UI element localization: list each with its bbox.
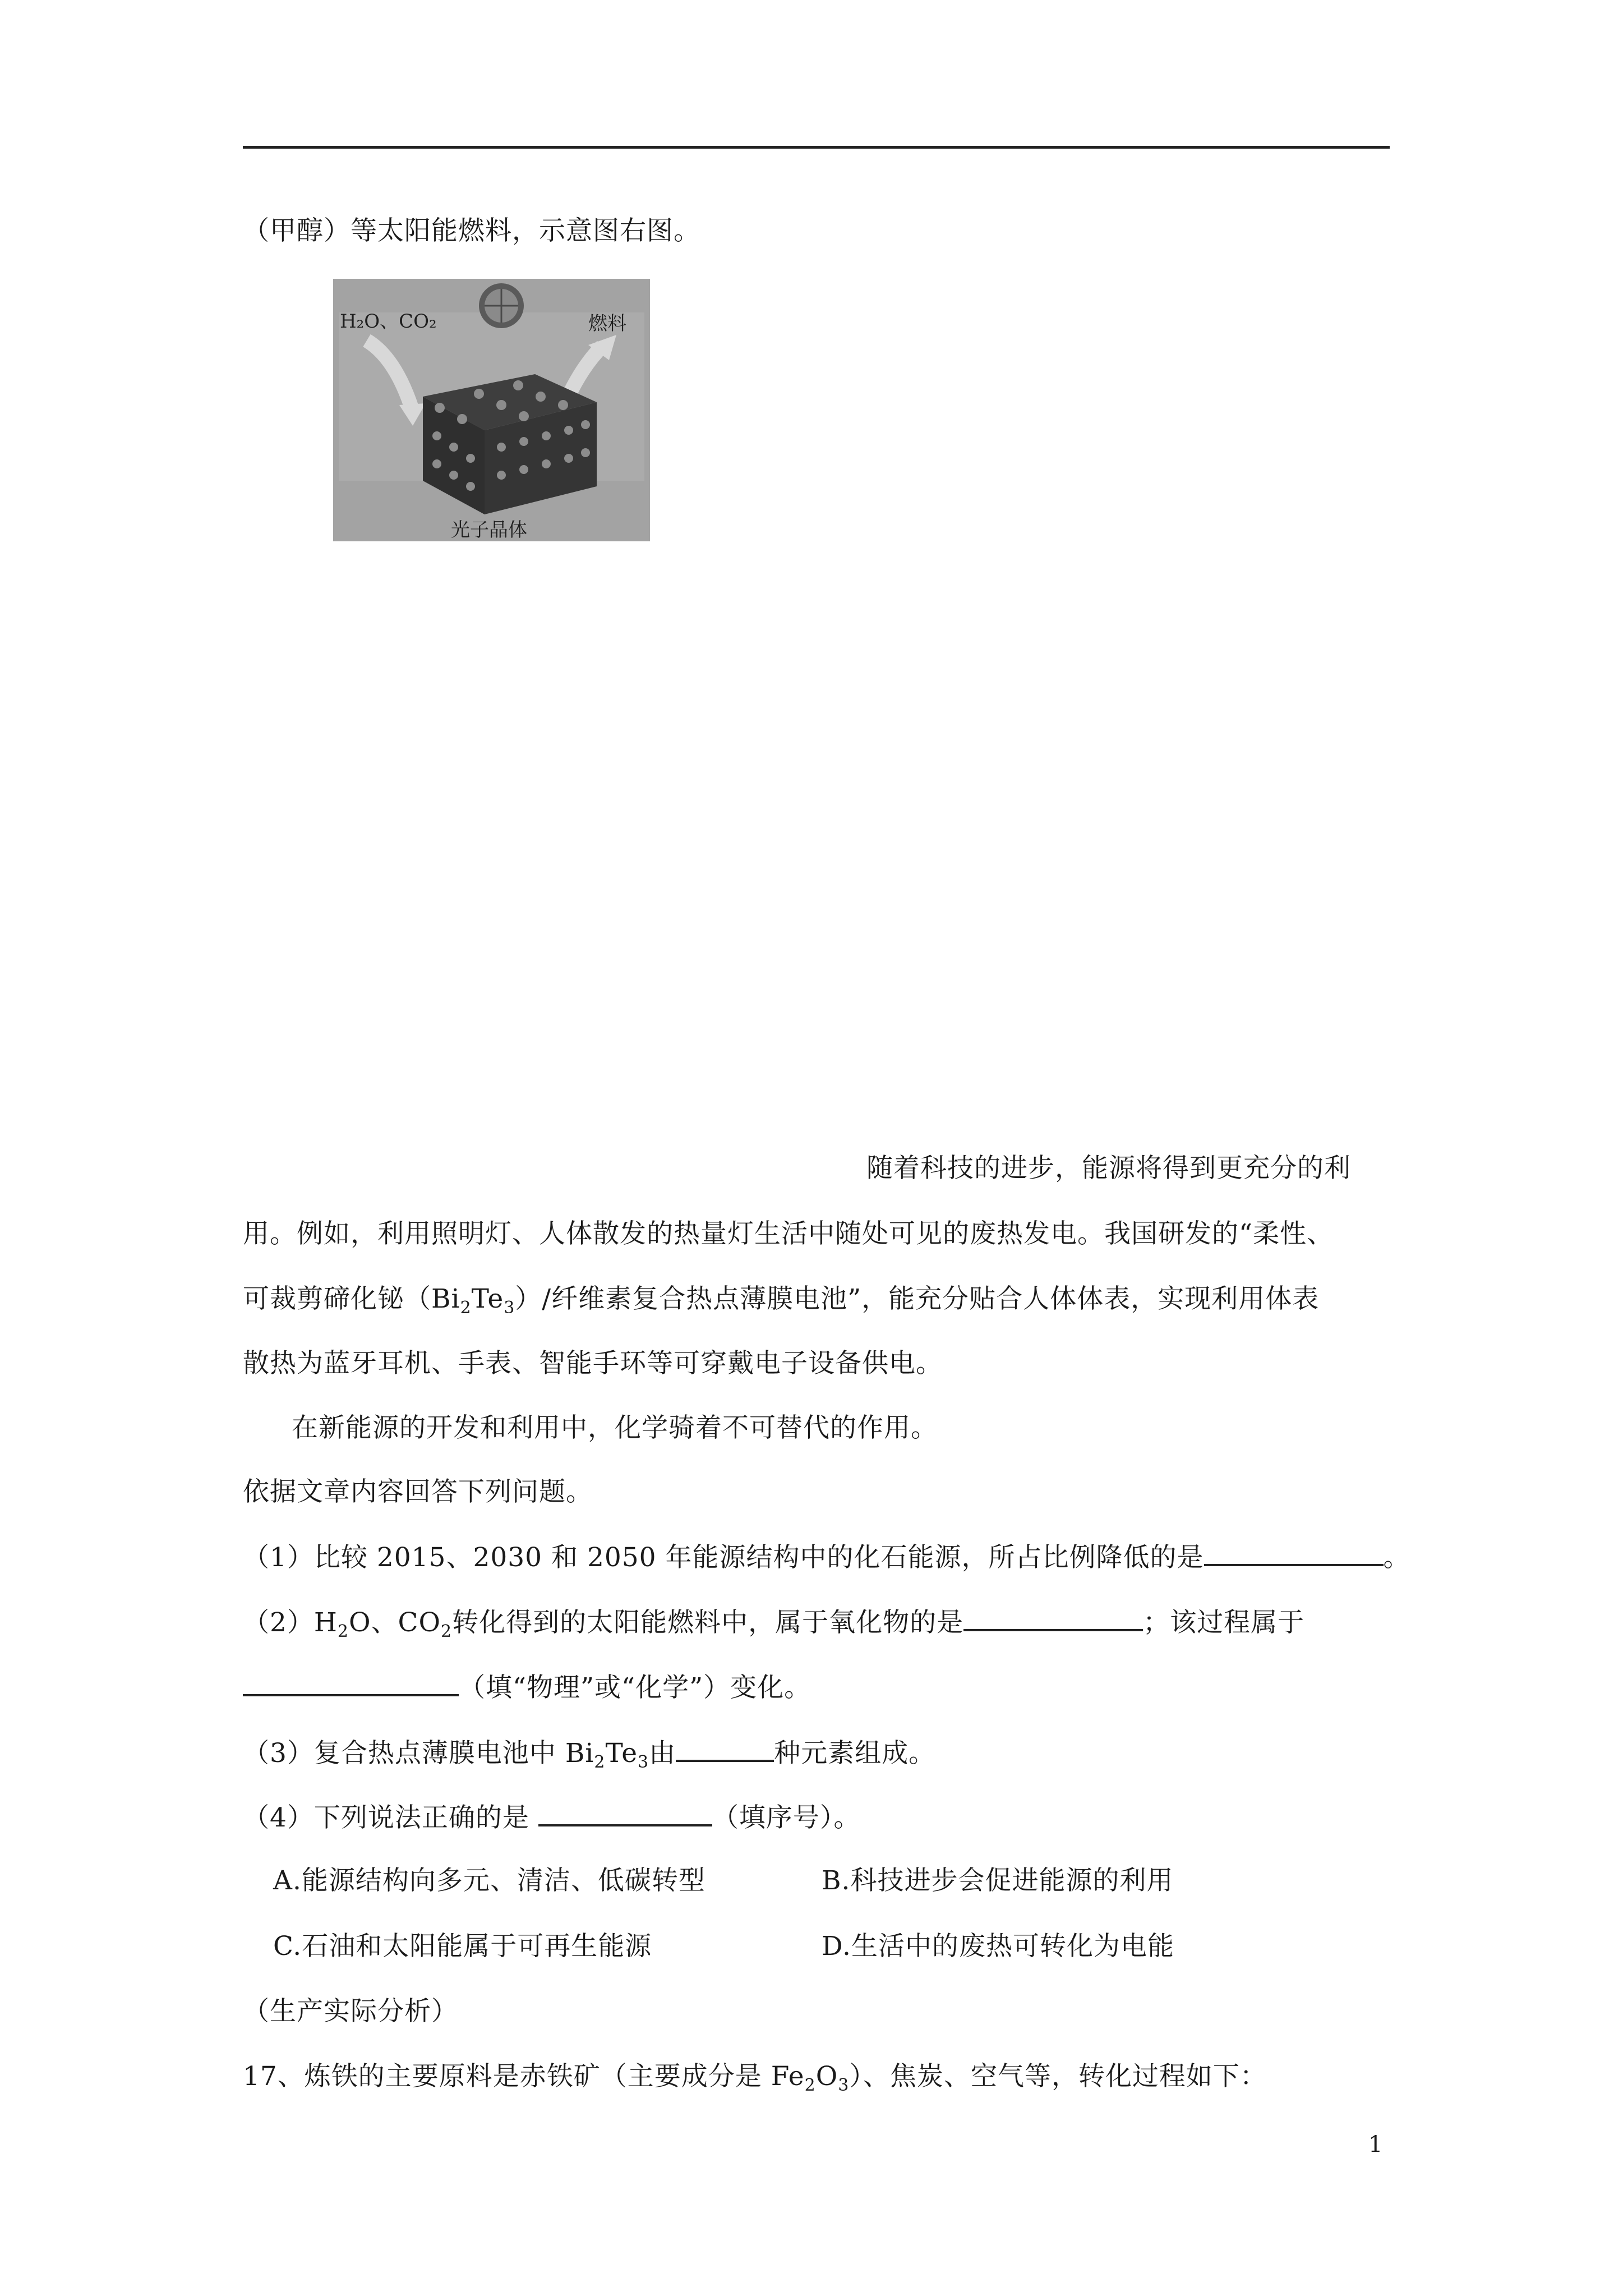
- subscript: 2: [441, 1622, 453, 1641]
- subscript: 2: [594, 1752, 606, 1772]
- option-d: D.生活中的废热可转化为电能: [822, 1931, 1174, 1962]
- question-1: [243, 1539, 1410, 1575]
- question-1-text: （1）比较 2015、2030 和 2050 年能源结构中的化石能源，所占比例降低的是: [243, 1542, 1204, 1573]
- answer-blank-2b[interactable]: [243, 1669, 459, 1696]
- question-3-text: （3）复合热点薄膜电池中 Bi: [243, 1738, 594, 1769]
- subscript: 3: [638, 1752, 649, 1772]
- question-4-text: （4）下列说法正确的是: [243, 1802, 538, 1833]
- subscript: 2: [804, 2076, 816, 2095]
- question-2: [243, 1604, 1304, 1640]
- header-rule: [243, 146, 1390, 149]
- question-2-text: （填“物理”或“化学”）变化。: [459, 1672, 811, 1703]
- answer-blank-1[interactable]: [1204, 1539, 1384, 1566]
- answer-blank-2a[interactable]: [963, 1604, 1143, 1631]
- question-17-text: 17、炼铁的主要原料是赤铁矿（主要成分是 Fe: [243, 2061, 805, 2092]
- question-17-text: O: [815, 2061, 838, 2092]
- para1-line4: 散热为蓝牙耳机、手表、智能手环等可穿戴电子设备供电。: [243, 1348, 943, 1379]
- figure-label-crystal: 光子晶体: [451, 519, 527, 541]
- question-3-text: 由: [649, 1738, 676, 1769]
- question-1-end: 。: [1383, 1542, 1410, 1573]
- para2: 在新能源的开发和利用中，化学骑着不可替代的作用。: [292, 1412, 938, 1443]
- answer-blank-4[interactable]: [538, 1800, 712, 1826]
- question-3-text: 种元素组成。: [774, 1738, 936, 1769]
- question-2-line2: [243, 1669, 811, 1705]
- question-3-text: Te: [605, 1738, 638, 1769]
- intro-line: （甲醇）等太阳能燃料，示意图右图。: [243, 215, 700, 246]
- para1-line3-part: Te: [471, 1283, 504, 1314]
- page-number: 1: [1368, 2132, 1383, 2157]
- answer-blank-3[interactable]: [676, 1735, 774, 1762]
- subscript: 2: [337, 1622, 349, 1641]
- question-2-text: ；该过程属于: [1143, 1607, 1305, 1638]
- question-17-text: ）、焦炭、空气等，转化过程如下：: [849, 2061, 1267, 2092]
- para1-line3-part: ）/纤维素复合热点薄膜电池”，能充分贴合人体体表，实现利用体表: [515, 1283, 1320, 1314]
- figure-label-product: 燃料: [588, 312, 626, 335]
- para1-line1: 随着科技的进步，能源将得到更充分的利: [866, 1153, 1351, 1184]
- question-2-text: （2）H: [243, 1607, 338, 1638]
- question-3: [243, 1735, 935, 1770]
- option-b: B.科技进步会促进能源的利用: [822, 1865, 1174, 1896]
- para1-line3: [243, 1282, 1319, 1316]
- question-4: [243, 1800, 860, 1835]
- section-title: （生产实际分析）: [243, 1996, 458, 2027]
- instruction: 依据文章内容回答下列问题。: [243, 1476, 593, 1507]
- question-2-text: 转化得到的太阳能燃料中，属于氧化物的是: [452, 1607, 964, 1638]
- subscript: 3: [838, 2076, 850, 2095]
- subscript: 2: [460, 1298, 472, 1318]
- question-2-text: O、CO: [348, 1607, 441, 1638]
- figure-label-reactants: H₂O、CO₂: [340, 310, 437, 333]
- subscript: 3: [504, 1298, 515, 1318]
- para1-line2: 用。例如，利用照明灯、人体散发的热量灯生活中随处可见的废热发电。我国研发的“柔性、: [243, 1218, 1334, 1249]
- photonic-crystal-figure: [333, 279, 650, 541]
- question-4-text: （填序号）。: [712, 1802, 861, 1833]
- question-17: [243, 2060, 1267, 2093]
- option-c: C.石油和太阳能属于可再生能源: [273, 1931, 652, 1962]
- para1-line3-part: 可裁剪碲化铋（Bi: [243, 1283, 460, 1314]
- option-a: A.能源结构向多元、清洁、低碳转型: [273, 1865, 706, 1896]
